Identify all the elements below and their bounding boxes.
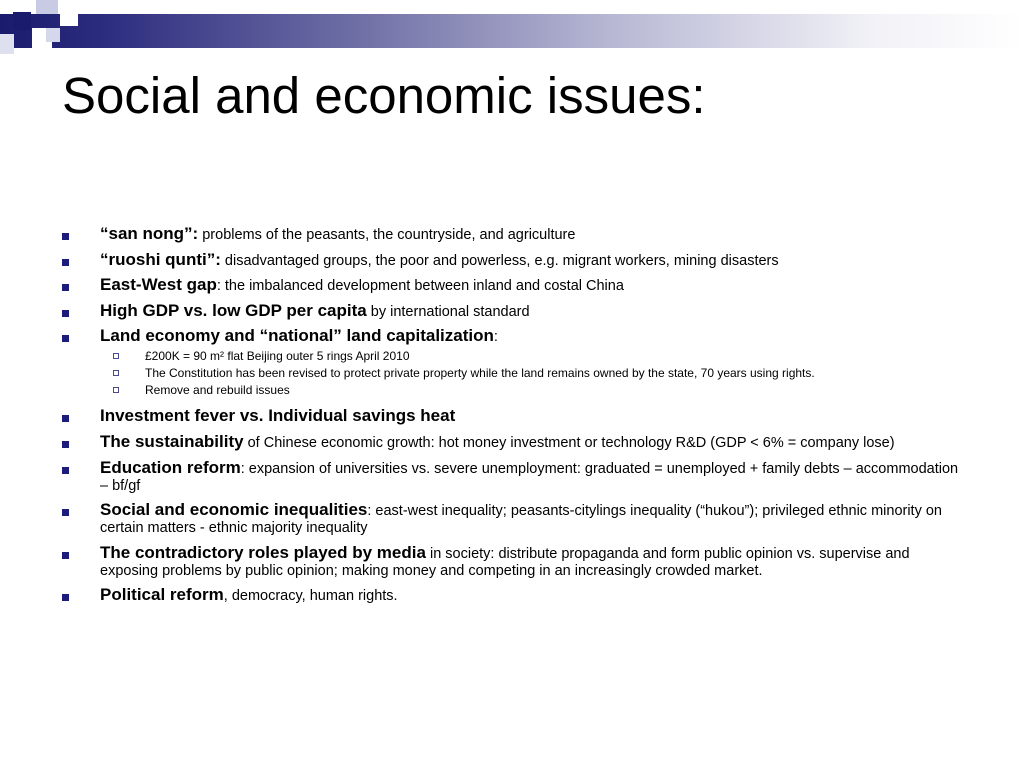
bullet-item (62, 276, 962, 295)
deco-square (0, 34, 14, 54)
square-bullet-icon (62, 552, 69, 559)
sub-bullet-item (62, 382, 962, 398)
slide-title: Social and economic issues: (62, 67, 706, 124)
bullet-text: problems of the peasants, the countryside, and agriculture (198, 227, 576, 243)
bullet-item (62, 544, 962, 580)
square-bullet-icon (62, 441, 69, 448)
bullet-lead: Political reform (100, 585, 224, 605)
square-bullet-icon (62, 467, 69, 474)
deco-square (46, 28, 60, 42)
sub-bullet-text: Remove and rebuild issues (145, 383, 290, 398)
bullet-lead: East-West gap (100, 275, 217, 295)
bullet-text: : expansion of universities vs. severe unemployment: graduated = unemployed + family debts – accommodation – bf/gf (100, 460, 959, 494)
bullet-text: of Chinese economic growth: hot money investment or technology R&D (GDP < 6% = company lose) (243, 434, 895, 451)
square-bullet-icon (62, 233, 69, 240)
bullet-item (62, 586, 962, 605)
square-bullet-icon (62, 284, 69, 291)
square-bullet-icon (62, 335, 69, 342)
bullet-item (62, 302, 962, 321)
bullet-lead: “san nong”: (100, 224, 199, 243)
bullet-text: in society: distribute propaganda and form public opinion vs. supervise and exposing problems by public opinion; making money and competing in an increasingly crowded market. (100, 545, 910, 579)
deco-square (36, 0, 58, 14)
bullet-item (62, 327, 962, 346)
title-banner-gradient (0, 14, 1024, 48)
bullet-lead: Social and economic inequalities (100, 500, 368, 520)
bullet-lead: Investment fever vs. Individual savings heat (100, 406, 456, 426)
bullet-lead: High GDP vs. low GDP per capita (100, 300, 367, 320)
bullet-item (62, 501, 962, 537)
sub-bullet-group (62, 348, 962, 398)
bullet-lead: The contradictory roles played by media (100, 542, 426, 562)
bullet-text: : the imbalanced development between inland and costal China (216, 278, 624, 295)
hollow-square-bullet-icon (113, 353, 119, 359)
bullet-text: disadvantaged groups, the poor and powerless, e.g. migrant workers, mining disasters (220, 252, 779, 269)
square-bullet-icon (62, 310, 69, 317)
square-bullet-icon (62, 509, 69, 516)
sub-bullet-item (62, 348, 962, 364)
bullet-item (62, 459, 962, 495)
bullet-lead: “ruoshi qunti”: (100, 249, 221, 269)
bullet-lead: The sustainability (100, 431, 244, 451)
bullet-text: : (493, 329, 498, 346)
bullet-text: by international standard (366, 303, 530, 320)
bullet-text: , democracy, human rights. (223, 588, 398, 605)
sub-bullet-item (62, 365, 962, 381)
square-bullet-icon (62, 415, 69, 422)
sub-bullet-text: The Constitution has been revised to protect private property while the land remains owned by the state, 70 years using rights. (145, 366, 815, 381)
hollow-square-bullet-icon (113, 370, 119, 376)
square-bullet-icon (62, 259, 69, 266)
bullet-lead: Education reform (100, 457, 241, 477)
bullet-item (62, 251, 962, 270)
square-bullet-icon (62, 594, 69, 601)
deco-square (13, 12, 31, 30)
sub-bullet-text: £200K = 90 m² flat Beijing outer 5 rings April 2010 (145, 349, 410, 364)
bullet-item (62, 433, 962, 452)
bullet-item (62, 407, 962, 426)
bullet-lead: Land economy and “national” land capitalization (100, 326, 494, 346)
sub-bullet-list (62, 348, 962, 398)
bullet-list (62, 225, 962, 612)
bullet-item (62, 225, 962, 244)
deco-square (60, 10, 78, 26)
bullet-text: : east-west inequality; peasants-citylings inequality (“hukou”); privileged ethnic minority on certain matters - ethnic majority inequality (100, 503, 942, 537)
hollow-square-bullet-icon (113, 387, 119, 393)
